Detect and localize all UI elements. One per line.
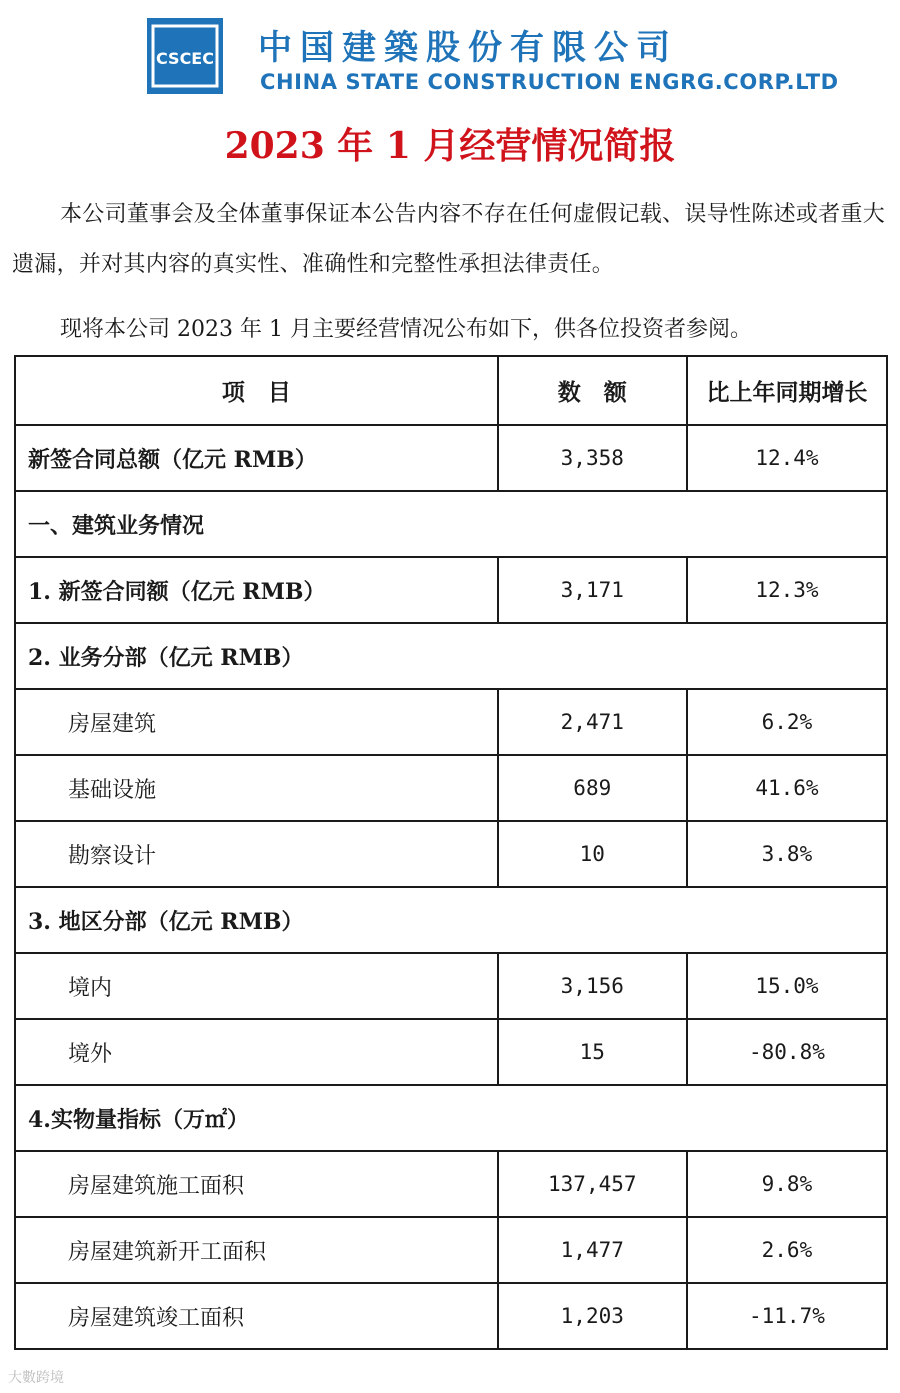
- row-value: 3,358: [498, 425, 687, 491]
- row-growth: 6.2%: [687, 689, 887, 755]
- operations-table: [14, 355, 888, 1350]
- watermark: 大數跨境: [8, 1370, 64, 1386]
- row-value: 1,477: [498, 1217, 687, 1283]
- row-label: 1. 新签合同额（亿元 RMB）: [15, 557, 498, 623]
- row-label: 境外: [15, 1019, 498, 1085]
- company-name-cn: 中国建築股份有限公司: [258, 28, 678, 68]
- section-label: 3. 地区分部（亿元 RMB）: [15, 887, 887, 953]
- table-header-row: [15, 356, 887, 425]
- row-value: 1,203: [498, 1283, 687, 1349]
- row-growth: 41.6%: [687, 755, 887, 821]
- header-amount: 数 额: [498, 356, 687, 425]
- row-label: 基础设施: [15, 755, 498, 821]
- table-section-row: [15, 887, 887, 953]
- table-row: [15, 425, 887, 491]
- row-growth: -11.7%: [687, 1283, 887, 1349]
- table-section-row: [15, 623, 887, 689]
- row-value: 689: [498, 755, 687, 821]
- row-value: 2,471: [498, 689, 687, 755]
- table-section-row: [15, 491, 887, 557]
- table-row: [15, 1217, 887, 1283]
- table-row: [15, 689, 887, 755]
- row-growth: 2.6%: [687, 1217, 887, 1283]
- table-section-row: [15, 1085, 887, 1151]
- table-row: [15, 821, 887, 887]
- row-label: 勘察设计: [15, 821, 498, 887]
- row-label: 房屋建筑施工面积: [15, 1151, 498, 1217]
- row-growth: 12.3%: [687, 557, 887, 623]
- row-label: 新签合同总额（亿元 RMB）: [15, 425, 498, 491]
- header-growth: 比上年同期增长: [687, 356, 887, 425]
- cscec-logo-icon: [147, 18, 223, 94]
- row-label: 房屋建筑竣工面积: [15, 1283, 498, 1349]
- row-value: 3,156: [498, 953, 687, 1019]
- page-title: 2023 年 1 月经营情况简报: [224, 125, 676, 167]
- row-growth: 12.4%: [687, 425, 887, 491]
- table-row: [15, 1019, 887, 1085]
- intro-paragraph: 现将本公司 2023 年 1 月主要经营情况公布如下，供各位投资者参阅。: [60, 317, 752, 342]
- row-growth: 3.8%: [687, 821, 887, 887]
- table-row: [15, 1283, 887, 1349]
- row-label: 房屋建筑: [15, 689, 498, 755]
- row-value: 10: [498, 821, 687, 887]
- table-row: [15, 755, 887, 821]
- row-label: 境内: [15, 953, 498, 1019]
- table-row: [15, 953, 887, 1019]
- row-growth: 9.8%: [687, 1151, 887, 1217]
- row-growth: 15.0%: [687, 953, 887, 1019]
- row-value: 137,457: [498, 1151, 687, 1217]
- section-label: 一、建筑业务情况: [15, 491, 887, 557]
- table-row: [15, 557, 887, 623]
- disclaimer-statement: 本公司董事会及全体董事保证本公告内容不存在任何虚假记载、误导性陈述或者重大遗漏，并对其内容的真实性、准确性和完整性承担法律责任。: [12, 202, 886, 277]
- row-value: 3,171: [498, 557, 687, 623]
- row-growth: -80.8%: [687, 1019, 887, 1085]
- svg-text:CSCEC: CSCEC: [156, 49, 214, 68]
- company-logo: [147, 18, 223, 94]
- company-name-en: CHINA STATE CONSTRUCTION ENGRG.CORP.LTD: [260, 70, 839, 94]
- section-label: 4.实物量指标（万㎡）: [15, 1085, 887, 1151]
- row-label: 房屋建筑新开工面积: [15, 1217, 498, 1283]
- row-value: 15: [498, 1019, 687, 1085]
- section-label: 2. 业务分部（亿元 RMB）: [15, 623, 887, 689]
- header-item: 项 目: [15, 356, 498, 425]
- table-row: [15, 1151, 887, 1217]
